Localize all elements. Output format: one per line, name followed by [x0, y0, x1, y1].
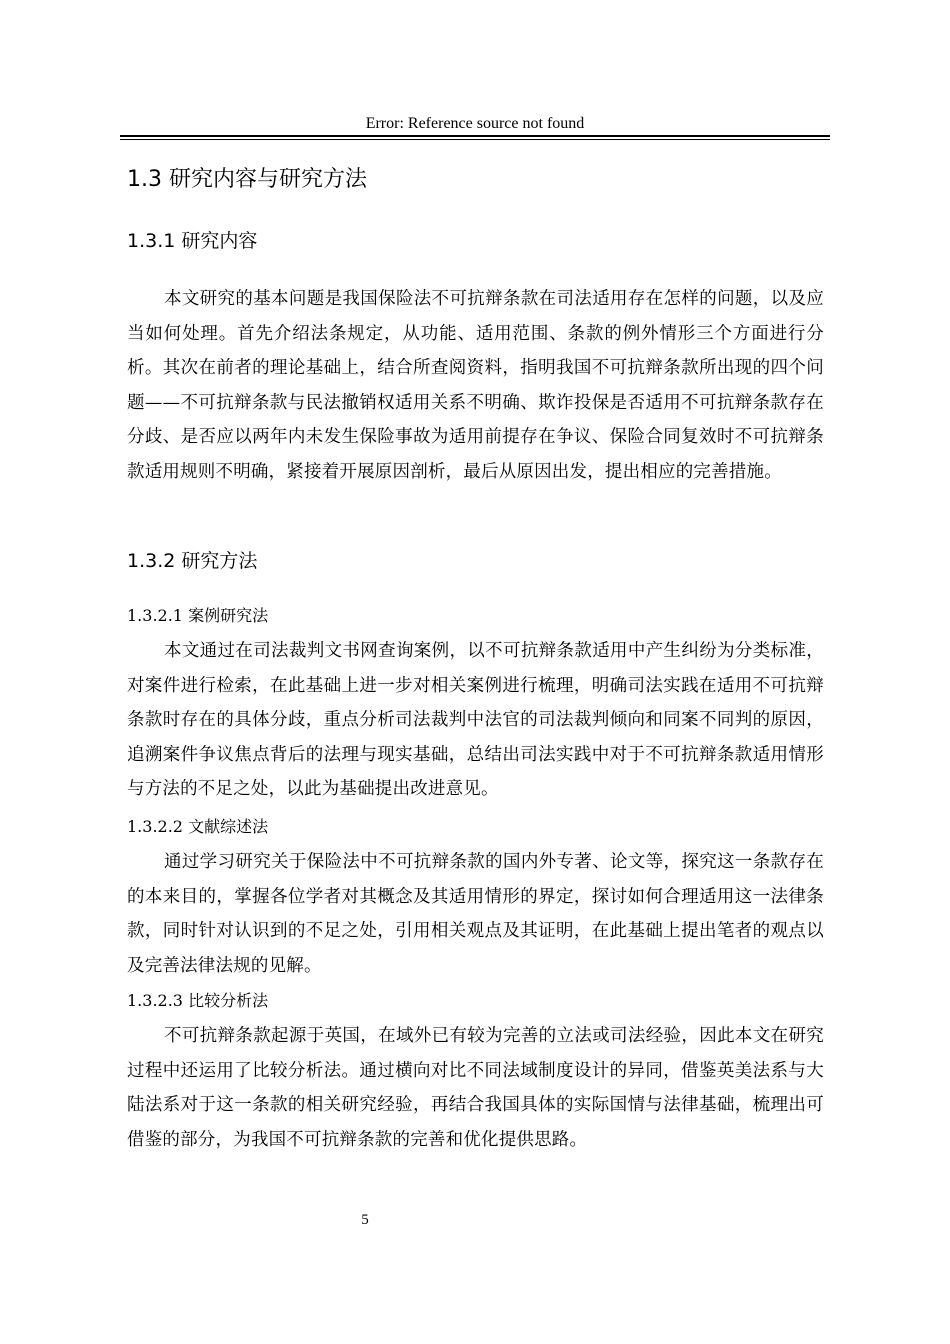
method-heading-case-study: 1.3.2.1 案例研究法: [127, 606, 269, 625]
method-heading-literature-review: 1.3.2.2 文献综述法: [127, 817, 269, 836]
header-rule: [120, 135, 830, 137]
subsection-heading-content: 1.3.1 研究内容: [127, 230, 258, 252]
paragraph-research-content: 本文研究的基本问题是我国保险法不可抗辩条款在司法适用存在怎样的问题，以及应当如何处理。首先介绍法条规定，从功能、适用范围、条款的例外情形三个方面进行分析。其次在前者的理论基础上，结合所查阅资料，指明我国不可抗辩条款所出现的四个问题——不可抗辩条款与民法撤销权适用关系不明确、欺诈投保是否适用不可抗辩条款存在分歧、是否应以两年内未发生保险事故为适用前提存在争议、保险合同复效时不可抗辩条款适用规则不明确，紧接着开展原因剖析，最后从原因出发，提出相应的完善措施。: [127, 289, 824, 482]
paragraph-case-study: 本文通过在司法裁判文书网查询案例，以不可抗辩条款适用中产生纠纷为分类标准，对案件进行检索，在此基础上进一步对相关案例进行梳理，明确司法实践在适用不可抗辩条款时存在的具体分歧，重点分析司法裁判中法官的司法裁判倾向和同案不同判的原因，追溯案件争议焦点背后的法理与现实基础，总结出司法实践中对于不可抗辩条款适用情形与方法的不足之处，以此为基础提出改进意见。: [127, 641, 824, 799]
running-header: Error: Reference source not found: [365, 115, 585, 132]
header-rule-thin: [120, 139, 830, 140]
page-number: 5: [361, 1212, 369, 1228]
paragraph-literature-review: 通过学习研究关于保险法中不可抗辩条款的国内外专著、论文等，探究这一条款存在的本来目的，掌握各位学者对其概念及其适用情形的界定，探讨如何合理适用这一法律条款，同时针对认识到的不足之处，引用相关观点及其证明，在此基础上提出笔者的观点以及完善法律法规的见解。: [127, 852, 824, 976]
subsection-heading-methods: 1.3.2 研究方法: [127, 550, 258, 572]
method-heading-comparative: 1.3.2.3 比较分析法: [127, 991, 269, 1010]
paragraph-comparative: 不可抗辩条款起源于英国，在域外已有较为完善的立法或司法经验，因此本文在研究过程中还运用了比较分析法。通过横向对比不同法域制度设计的异同，借鉴英美法系与大陆法系对于这一条款的相关研究经验，再结合我国具体的实际国情与法律基础，梳理出可借鉴的部分，为我国不可抗辩条款的完善和优化提供思路。: [127, 1026, 824, 1150]
section-heading: 1.3 研究内容与研究方法: [127, 167, 367, 192]
